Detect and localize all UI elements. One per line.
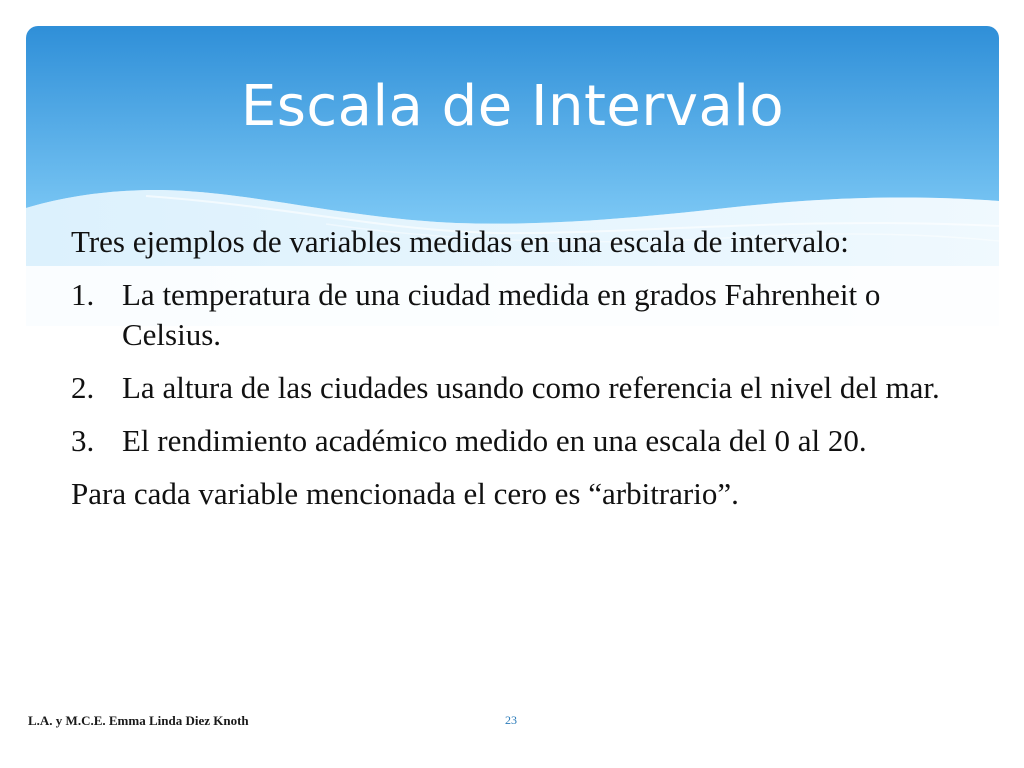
list-item-number: 1. bbox=[71, 277, 95, 312]
footer-author: L.A. y M.C.E. Emma Linda Diez Knoth bbox=[28, 713, 249, 728]
slide-title: Escala de Intervalo bbox=[240, 74, 785, 139]
list-item bbox=[71, 368, 976, 408]
page-number: 23 bbox=[505, 713, 517, 727]
list-item bbox=[71, 275, 976, 355]
slide-body bbox=[71, 222, 976, 527]
intro-text: Tres ejemplos de variables medidas en una escala de intervalo: bbox=[71, 224, 849, 259]
conclusion-text: Para cada variable mencionada el cero es “arbitrario”. bbox=[71, 476, 739, 511]
list-item-text: La altura de las ciudades usando como referencia el nivel del mar. bbox=[122, 370, 940, 405]
list-item-number: 2. bbox=[71, 370, 95, 405]
list-item-text: El rendimiento académico medido en una escala del 0 al 20. bbox=[122, 423, 867, 458]
list-item-number: 3. bbox=[71, 423, 95, 458]
list-item-text: La temperatura de una ciudad medida en grados Fahrenheit o Celsius. bbox=[122, 277, 881, 352]
list-item bbox=[71, 421, 976, 461]
